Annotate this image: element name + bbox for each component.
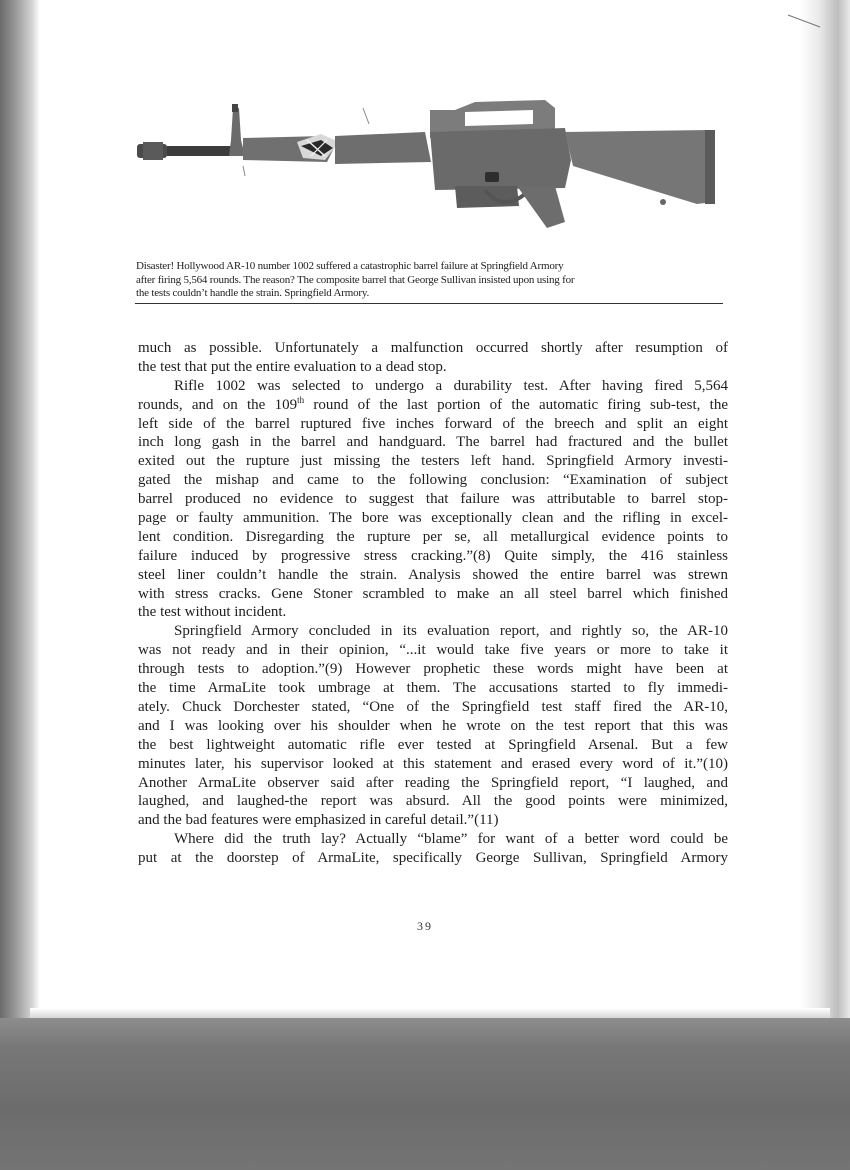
- body-line: lent condition. Disregarding the rupture per se, all metallurgical evidence points to: [138, 528, 728, 545]
- photo-caption: [136, 260, 736, 301]
- body-line: Where did the truth lay? Actually “blame” for want of a better word could be: [174, 831, 728, 848]
- body-line: with stress cracks. Gene Stoner scrambled to make an all steel barrel which finished: [138, 585, 728, 602]
- body-line: exited out the rupture just missing the testers left hand. Springfield Armory investi-: [138, 453, 728, 470]
- body-line: steel liner couldn’t handle the strain. Analysis showed the entire barrel was strewn: [138, 566, 728, 583]
- body-line: ately. Chuck Dorchester stated, “One of the Springfield test staff fired the AR-10,: [138, 698, 728, 715]
- caption-divider: [135, 303, 723, 304]
- body-line: through tests to adoption.”(9) However prophetic these words might have been at: [138, 661, 728, 678]
- caption-line: after firing 5,564 rounds. The reason? The composite barrel that George Sullivan insisted upon using for: [136, 273, 575, 286]
- corner-mark: [780, 5, 840, 35]
- page-number: 39: [417, 919, 433, 933]
- body-line: was not ready and in their opinion, “...it would take five years or more to take it: [138, 642, 728, 659]
- scanner-background: [0, 1018, 850, 1170]
- body-line: left side of the barrel ruptured five inches forward of the breech and split an eight: [138, 415, 728, 432]
- body-line: failure induced by progressive stress cracking.”(8) Quite simply, the 416 stainless: [138, 547, 728, 564]
- body-line: Another ArmaLite observer said after reading the Springfield report, “I laughed, and: [138, 774, 728, 791]
- caption-line: the tests couldn’t handle the strain. Springfield Armory.: [136, 287, 370, 300]
- body-text: [138, 339, 728, 868]
- body-line: and I was looking over his shoulder when he wrote on the test report that this was: [138, 717, 728, 734]
- body-line: Springfield Armory concluded in its evaluation report, and rightly so, the AR-10: [174, 623, 728, 640]
- page-edge-shadow: [800, 0, 850, 1018]
- body-line: the test that put the entire evaluation to a dead stop.: [138, 358, 447, 375]
- body-line: Rifle 1002 was selected to undergo a durability test. After having fired 5,564: [174, 377, 728, 394]
- body-line: rounds, and on the 109th round of the last portion of the automatic firing sub-test, the: [138, 395, 728, 413]
- body-line: page or faulty ammunition. The bore was exceptionally clean and the rifling in excel-: [138, 510, 728, 527]
- body-line: the best lightweight automatic rifle ever tested at Springfield Arsenal. But a few: [138, 736, 728, 753]
- body-line: gated the mishap and came to the following conclusion: “Examination of subject: [138, 472, 728, 489]
- body-line: much as possible. Unfortunately a malfunction occurred shortly after resumption of: [138, 340, 728, 356]
- body-line: the test without incident.: [138, 604, 287, 621]
- caption-line: Disaster! Hollywood AR-10 number 1002 suffered a catastrophic barrel failure at Springfield Armory: [136, 260, 564, 272]
- rifle-photo: [125, 90, 725, 255]
- body-line: barrel produced no evidence to suggest that failure was attributable to barrel stop-: [138, 491, 728, 508]
- body-line: the time ArmaLite took umbrage at them. The accusations started to fly immedi-: [138, 680, 728, 697]
- body-line: inch long gash in the barrel and handguard. The barrel had fractured and the bullet: [138, 434, 728, 451]
- body-line: put at the doorstep of ArmaLite, specifically George Sullivan, Springfield Armory: [138, 850, 728, 867]
- binding-shadow: [0, 0, 40, 1018]
- body-line: laughed, and laughed-the report was absurd. All the good points were minimized,: [138, 793, 728, 810]
- body-line: minutes later, his supervisor looked at this statement and erased every word of it.”(10): [138, 755, 728, 772]
- body-line: and the bad features were emphasized in careful detail.”(11): [138, 812, 499, 829]
